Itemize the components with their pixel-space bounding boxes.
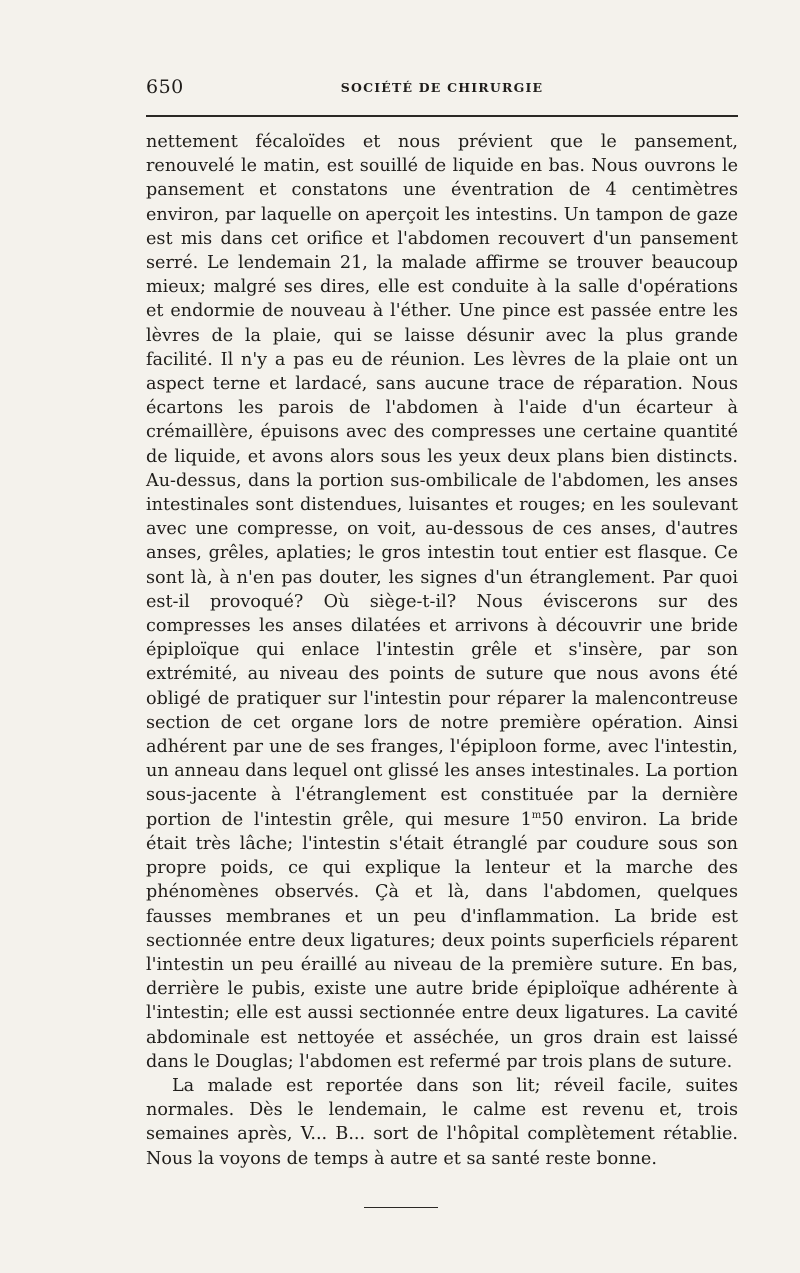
paragraph-1-part-b: 50 environ. La bride était très lâche; l'intestin s'était étranglé par coudure sous son propre poids, ce qui explique la lenteur et la marche des phénomènes observés. Çà et là, dans l'abdomen, quelques fausses membranes et un peu d'inflammation. La bride est sectionnée entre deux ligatures; deux points superficiels réparent l'intestin un peu éraillé au niveau de la première suture. En bas, derrière le pubis, existe une autre bride épiploïque adhérente à l'intestin; elle est aussi sectionnée entre deux ligatures. La cavité abdominale est nettoyée et asséchée, un gros drain est laissé dans le Douglas; l'abdomen est refermé par trois plans de suture. [146, 809, 738, 1072]
header-rule [146, 115, 738, 117]
paragraph-2: La malade est reportée dans son lit; réveil facile, suites normales. Dès le lendemain, le calme est revenu et, trois semaines après, V... B... sort de l'hôpital complètement rétablie. Nous la voyons de temps à autre et sa santé reste bonne. [146, 1075, 738, 1169]
running-title: SOCIÉTÉ DE CHIRURGIE [340, 80, 544, 95]
end-rule [364, 1207, 438, 1208]
page-number: 650 [146, 76, 184, 98]
paragraph-1 [146, 130, 738, 1074]
paragraph-1-part-a: nettement fécaloïdes et nous prévient que le pansement, renouvelé le matin, est souillé de liquide en bas. Nous ouvrons le pansement et constatons une éventration de 4 centimètres environ, par laquelle on aperçoit les intestins. Un tampon de gaze est mis dans cet orifice et l'abdomen recouvert d'un pansement serré. Le lendemain 21, la malade affirme se trouver beaucoup mieux; malgré ses dires, elle est conduite à la salle d'opérations et endormie de nouveau à l'éther. Une pince est passée entre les lèvres de la plaie, qui se laisse désunir avec la plus grande facilité. Il n'y a pas eu de réunion. Les lèvres de la plaie ont un aspect terne et lardacé, sans aucune trace de réparation. Nous écartons les parois de l'abdomen à l'aide d'un écarteur à crémaillère, épuisons avec des compresses une certaine quantité de liquide, et avons alors sous les yeux deux plans bien distincts. Au-dessus, dans la portion sus-ombilicale de l'abdomen, les anses intestinales sont distendues, luisantes et rouges; en les soulevant avec une compresse, on voit, au-dessous de ces anses, d'autres anses, grêles, aplaties; le gros intestin tout entier est flasque. Ce sont là, à n'en pas douter, les signes d'un étranglement. Par quoi est-il provoqué? Où siège-t-il? Nous éviscerons sur des compresses les anses dilatées et arrivons à découvrir une bride épiploïque qui enlace l'intestin grêle et s'insère, par son extrémité, au niveau des points de suture que nous avons été obligé de pratiquer sur l'intestin pour réparer la malencontreuse section de cet organe lors de notre première opération. Ainsi adhérent par une de ses franges, l'épiploon forme, avec l'intestin, un anneau dans lequel ont glissé les anses intestinales. La portion sous-jacente à l'étranglement est constituée par la dernière portion de l'intestin grêle, qui mesure 1 [146, 132, 738, 830]
page-header [146, 74, 738, 104]
unit-superscript: m [531, 809, 542, 821]
body-text [146, 130, 738, 1171]
